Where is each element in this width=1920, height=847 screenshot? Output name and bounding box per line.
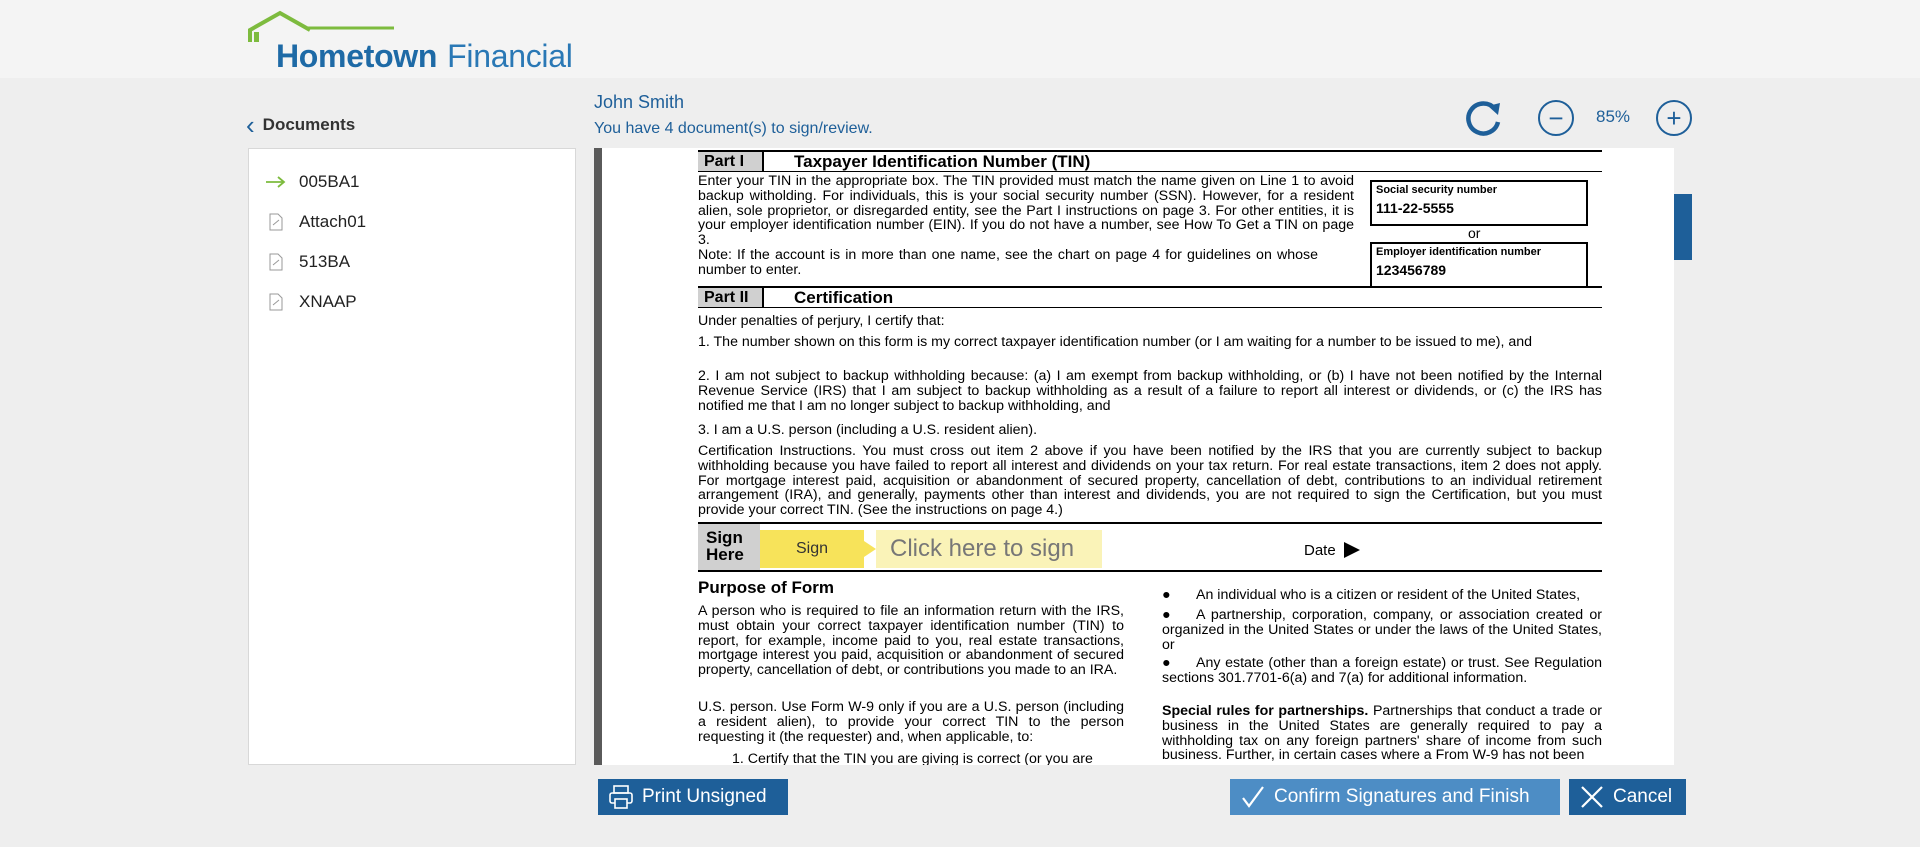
bullet-icon: ● xyxy=(1162,655,1171,671)
zoom-out-button[interactable] xyxy=(1538,100,1574,136)
certification-instructions: Certification Instructions. You must cross out item 2 above if you have been notified by the IRS that you are currently subject to backup withholding because you have failed to report all interest and dividends on your tax return. For real estate transactions, item 2 does not apply. For mortgage interest paid, acquisition or abandonment of secured property, cancellation of debt, contributions to an individual retirement arrangement (IRA), and generally, payments other than interest and dividends, you are not required to sign the Certification, but you must provide your correct TIN. (See the instructions on page 4.) xyxy=(698,443,1602,519)
w9-form-page xyxy=(698,148,1602,765)
part2-header xyxy=(698,286,1602,308)
bullet-icon: ● xyxy=(1162,607,1171,623)
brand-name-light: Financial xyxy=(447,38,573,74)
bullet-text: Any estate (other than a foreign estate) or trust. See Regulation sections 301.7701-6(a) and 7(a) for additional information. xyxy=(1162,655,1602,686)
document-item-attach01[interactable] xyxy=(249,202,575,242)
close-icon xyxy=(1579,784,1605,810)
cancel-label: Cancel xyxy=(1613,786,1673,807)
signer-name: John Smith xyxy=(594,92,685,112)
bullet-icon: ● xyxy=(1162,587,1171,603)
brand-logo xyxy=(248,10,588,72)
app-header xyxy=(0,0,1920,78)
special-rules-text: Partnerships that conduct a trade or business in the United States are generally required to pay a withholding tax on any foreign partners' share of income from such business. Further, in certain cases where a From W-9 has not been xyxy=(1162,703,1602,764)
document-item-label: 513BA xyxy=(299,252,351,271)
certification-intro: Under penalties of perjury, I certify that: xyxy=(698,313,945,329)
part1-text: Enter your TIN in the appropriate box. The TIN provided must match the name given on Line 1 to avoid backup witholding. For individuals, this is your social security number (SSN). However, for a resident alien, sole proprietor, or disregarded entity, see the Part I instructions on page 3. For other entities, it is your employer identification number (EIN). If you do not have a number, see How To Get a TIN on page 3. xyxy=(698,173,1354,249)
document-icon xyxy=(265,251,287,273)
ein-caption: Employer identification number xyxy=(1376,246,1542,258)
brand-name-bold: Hometown xyxy=(276,38,438,74)
part1-tag: Part I xyxy=(698,152,764,171)
part1-title: Taxpayer Identification Number (TIN) xyxy=(794,151,1091,171)
bullet-item-2 xyxy=(1162,608,1602,652)
special-rules-title: Special rules for partnerships. xyxy=(1162,703,1369,719)
purpose-paragraph-3: 1. Certify that the TIN you are giving is correct (or you are xyxy=(732,751,1093,765)
part2-tag: Part II xyxy=(698,288,764,307)
part1-header xyxy=(698,150,1602,172)
certification-item-3: 3. I am a U.S. person (including a U.S. resident alien). xyxy=(698,422,1038,438)
minus-icon: − xyxy=(1548,103,1564,133)
document-list xyxy=(248,148,576,765)
certification-item-1: 1. The number shown on this form is my correct taxpayer identification number (or I am waiting for a number to be issued to me), and xyxy=(698,334,1533,350)
purpose-paragraph-1: A person who is required to file an information return with the IRS, must obtain your correct taxpayer identification number (TIN) to report, for example, income paid to you, real estate transactions, mortgage interest you paid, acquisition or abandonment of secured property, cancellation of debt, or contributions you made to an IRA. xyxy=(698,603,1124,679)
signature-field[interactable]: Click here to sign xyxy=(876,530,1102,568)
document-icon xyxy=(265,211,287,233)
sign-button[interactable]: Sign xyxy=(760,530,864,568)
brand-wordmark xyxy=(276,38,573,75)
sign-here-label: Sign Here xyxy=(698,524,760,570)
sign-here-row xyxy=(698,522,1602,572)
plus-icon: + xyxy=(1666,103,1682,133)
checkmark-icon xyxy=(1240,784,1266,810)
documents-back-link[interactable] xyxy=(246,112,355,138)
zoom-in-button[interactable] xyxy=(1656,100,1692,136)
part1-note: Note: If the account is in more than one name, see the chart on page 4 for guidelines on whose number to enter. xyxy=(698,247,1318,278)
purpose-paragraph-2: U.S. person. Use Form W-9 only if you are a U.S. person (including a resident alien), to provide your correct TIN to the person requesting it (the requester) and, when applicable, to: xyxy=(698,699,1124,745)
bullet-item-3 xyxy=(1162,656,1602,686)
ein-value: 123456789 xyxy=(1376,262,1447,278)
document-item-005ba1[interactable] xyxy=(249,162,575,202)
zoom-level: 85% xyxy=(1596,107,1631,126)
confirm-signatures-button[interactable] xyxy=(1230,779,1560,815)
arrow-right-icon xyxy=(265,171,287,193)
bullet-item-1 xyxy=(1162,588,1602,603)
viewer-scroll-tab[interactable] xyxy=(1674,194,1692,260)
document-item-label: 005BA1 xyxy=(299,172,360,191)
chevron-left-icon: ‹ xyxy=(246,110,255,140)
date-arrow-icon xyxy=(1344,542,1360,558)
ssn-caption: Social security number xyxy=(1376,184,1498,196)
or-separator: or xyxy=(1468,225,1481,241)
print-unsigned-label: Print Unsigned xyxy=(642,786,767,807)
refresh-icon xyxy=(1462,98,1504,140)
date-label: Date xyxy=(1304,542,1336,559)
refresh-button[interactable] xyxy=(1462,98,1504,140)
bullet-text: A partnership, corporation, company, or association created or organized in the United States or under the laws of the United States, or xyxy=(1162,607,1602,653)
documents-summary: You have 4 document(s) to sign/review. xyxy=(594,120,873,137)
document-item-label: Attach01 xyxy=(299,212,367,231)
documents-title: Documents xyxy=(262,115,356,134)
cancel-button[interactable] xyxy=(1569,779,1686,815)
bullet-text: An individual who is a citizen or resident of the United States, xyxy=(1196,587,1581,603)
ssn-field[interactable] xyxy=(1370,180,1588,226)
document-item-xnaap[interactable] xyxy=(249,282,575,322)
ein-field[interactable] xyxy=(1370,242,1588,288)
document-item-label: XNAAP xyxy=(299,292,357,311)
document-item-513ba[interactable] xyxy=(249,242,575,282)
document-icon xyxy=(265,291,287,313)
purpose-title: Purpose of Form xyxy=(698,578,835,597)
part2-title: Certification xyxy=(794,287,894,307)
certification-item-2: 2. I am not subject to backup withholding because: (a) I am exempt from backup withholding, or (b) I have not been notified by the Internal Revenue Service (IRS) that I am subject to backup withholding as a result of a failure to report all interest or dividends, or (c) the IRS has notified me that I am no longer subject to backup withholding, and xyxy=(698,368,1602,414)
print-unsigned-button[interactable] xyxy=(598,779,788,815)
special-rules-paragraph xyxy=(1162,704,1602,763)
ssn-value: 111-22-5555 xyxy=(1376,200,1454,216)
confirm-signatures-label: Confirm Signatures and Finish xyxy=(1274,786,1530,807)
printer-icon xyxy=(608,784,634,810)
